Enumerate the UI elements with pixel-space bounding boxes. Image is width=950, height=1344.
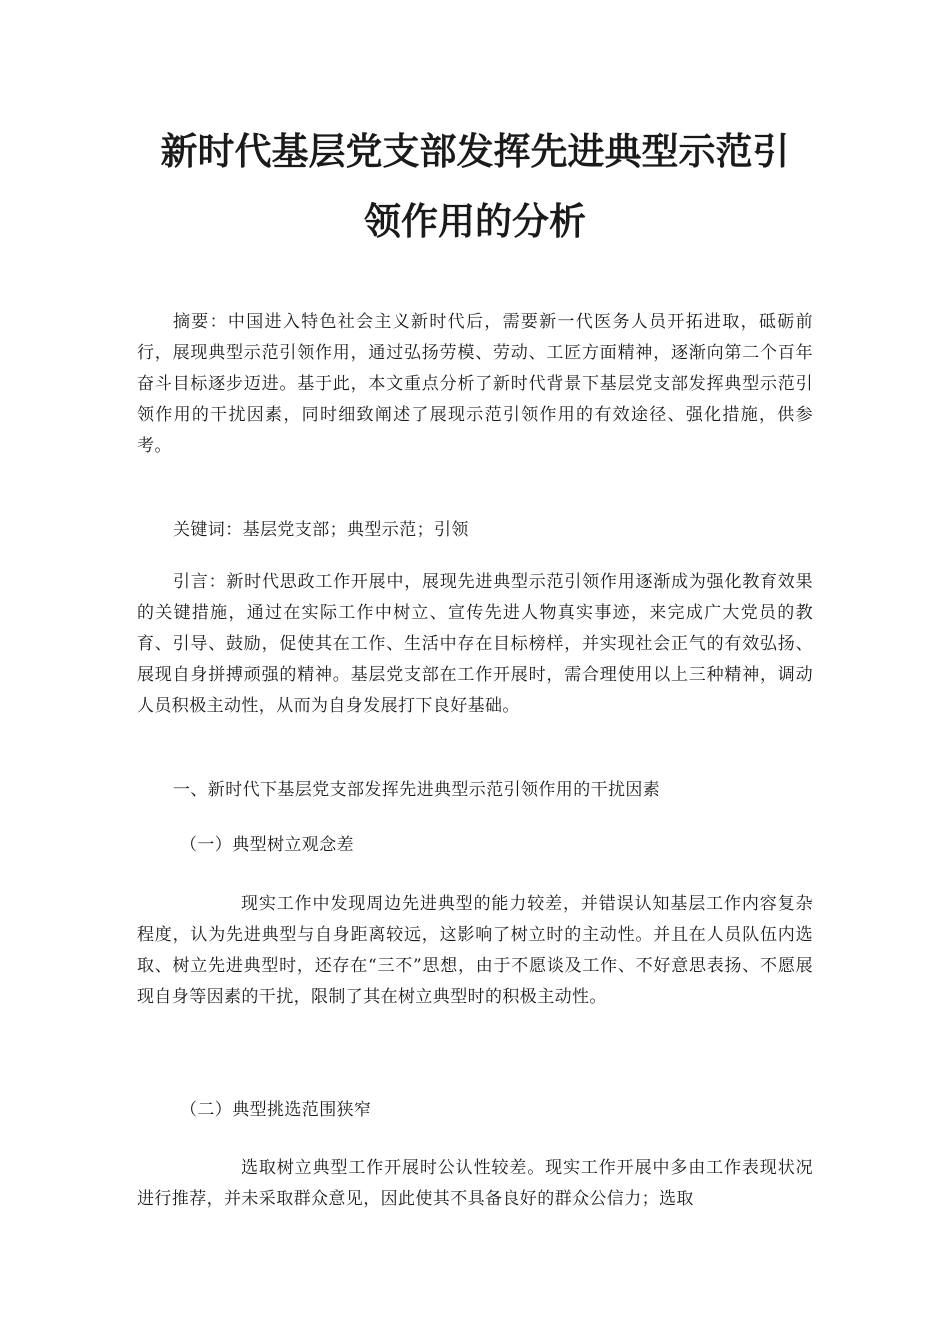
document-title-line-2: 领作用的分析 <box>364 200 586 243</box>
subsection-2-heading: （二）典型挑选范围狭窄 <box>180 1100 372 1120</box>
introduction-paragraph: 引言：新时代思政工作开展中，展现先进典型示范引领作用逐渐成为强化教育效果的关键措施，通过在实际工作中树立、宣传先进人物真实事迹，来完成广大党员的教育、引导、鼓励，促使其在工作、生活中存在目标榜样，并实现社会正气的有效弘扬、展现自身拼搏顽强的精神。基层党支部在工作开展时，需合理使用以上三种精神，调动人员积极主动性，从而为自身发展打下良好基础。 <box>137 572 813 716</box>
subsection-1-heading: （一）典型树立观念差 <box>180 835 354 855</box>
document-title-line-1: 新时代基层党支部发挥先进典型示范引 <box>160 130 790 173</box>
abstract-paragraph: 摘要：中国进入特色社会主义新时代后，需要新一代医务人员开拓进取，砥砺前行，展现典型示范引领作用，通过弘扬劳模、劳动、工匠方面精神，逐渐向第二个百年奋斗目标逐步迈进。基于此，本文重点分析了新时代背景下基层党支部发挥典型示范引领作用的干扰因素，同时细致阐述了展现示范引领作用的有效途径、强化措施，供参考。 <box>137 312 813 456</box>
subsection-2-body: 选取树立典型工作开展时公认性较差。现实工作开展中多由工作表现状况进行推荐，并未采取群众意见，因此使其不具备良好的群众公信力；选取 <box>137 1158 813 1209</box>
section-1-heading: 一、新时代下基层党支部发挥先进典型示范引领作用的干扰因素 <box>173 780 661 800</box>
keywords-line: 关键词：基层党支部；典型示范；引领 <box>173 520 469 540</box>
subsection-1-body: 现实工作中发现周边先进典型的能力较差，并错误认知基层工作内容复杂程度，认为先进典型与自身距离较远，这影响了树立时的主动性。并且在人员队伍内选取、树立先进典型时，还存在“三不”思想，由于不愿谈及工作、不好意思表扬、不愿展现自身等因素的干扰，限制了其在树立典型时的积极主动性。 <box>137 894 813 1007</box>
